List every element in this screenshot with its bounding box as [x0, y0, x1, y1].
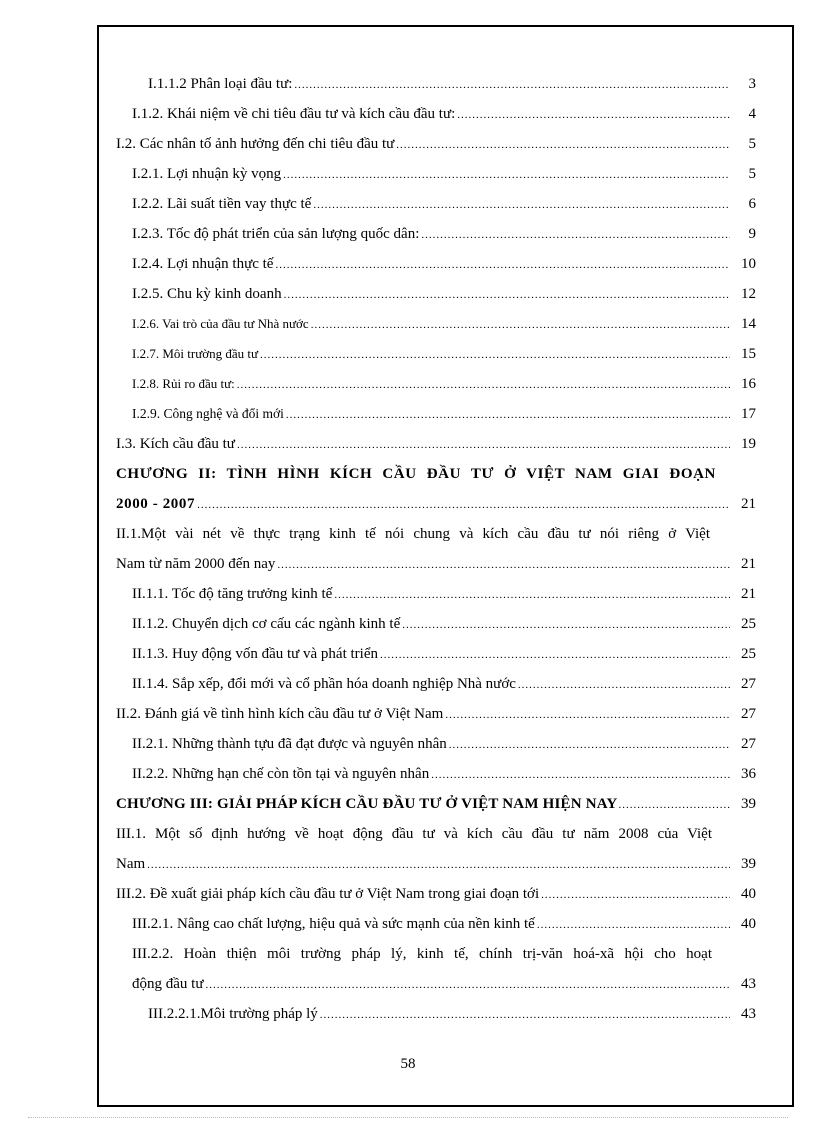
toc-page-number: 3 [748, 76, 756, 92]
page-edge-divider [28, 1117, 788, 1118]
toc-page-number: 43 [741, 976, 756, 992]
toc-page-number: 16 [741, 376, 756, 392]
toc-entry[interactable] [116, 134, 756, 154]
dot-leader [197, 495, 730, 515]
toc-page-number: 21 [741, 496, 756, 512]
dot-leader [618, 795, 731, 815]
toc-entry-label: I.2.2. Lãi suất tiền vay thực tế [132, 196, 312, 212]
toc-page-number: 27 [741, 736, 756, 752]
dot-leader [275, 255, 730, 275]
dot-leader [457, 105, 730, 125]
toc-entry[interactable] [132, 734, 756, 754]
toc-page-number: 9 [748, 226, 756, 242]
dot-leader [402, 615, 730, 635]
toc-entry-label: II.2.1. Những thành tựu đã đạt được và nguyên nhân [132, 736, 447, 752]
dot-leader [284, 285, 730, 305]
dot-leader [237, 375, 730, 395]
toc-entry[interactable] [148, 74, 756, 94]
toc-entry-label: CHƯƠNG III: GIẢI PHÁP KÍCH CẦU ĐẦU TƯ Ở VIỆT NAM HIỆN NAY [116, 796, 618, 812]
toc-entry-label: II.1.1. Tốc độ tăng trưởng kinh tế [132, 586, 333, 602]
toc-entry-label: I.2.3. Tốc độ phát triển của sản lượng quốc dân: [132, 226, 420, 242]
toc-entry[interactable] [132, 644, 756, 664]
dot-leader [205, 975, 730, 995]
toc-page-number: 5 [748, 136, 756, 152]
chapter-heading-line[interactable]: CHƯƠNG II: TÌNH HÌNH KÍCH CẦU ĐẦU TƯ Ở VIỆT NAM GIAI ĐOẠN [116, 466, 716, 482]
dot-leader [277, 555, 730, 575]
toc-entry-label: II.1.2. Chuyển dịch cơ cấu các ngành kinh tế [132, 616, 401, 632]
toc-entry-label: động đầu tư [132, 976, 204, 992]
dot-leader [294, 75, 730, 95]
toc-entry-label: Nam [116, 856, 146, 872]
toc-entry-line[interactable]: III.1. Một số định hướng về hoạt động đầu tư và kích cầu đầu tư năm 2008 của Việt [116, 826, 712, 842]
toc-entry-label: III.2.1. Nâng cao chất lượng, hiệu quả và sức mạnh của nền kinh tế [132, 916, 535, 932]
toc-entry[interactable] [116, 704, 756, 724]
dot-leader [320, 1005, 730, 1025]
page-number: 58 [400, 1056, 416, 1072]
dot-leader [313, 195, 730, 215]
toc-entry-label: III.2.2.1.Môi trường pháp lý [148, 1006, 318, 1022]
toc-entry[interactable] [132, 104, 756, 124]
toc-entry-label: II.2.2. Những hạn chế còn tồn tại và nguyên nhân [132, 766, 430, 782]
toc-page-number: 10 [741, 256, 756, 272]
toc-entry-label: I.2.9. Công nghệ và đổi mới [132, 406, 284, 421]
toc-entry[interactable] [116, 854, 756, 874]
toc-page-number: 39 [741, 856, 756, 872]
toc-entry[interactable] [132, 344, 756, 364]
toc-page-number: 27 [741, 706, 756, 722]
toc-entry[interactable] [132, 674, 756, 694]
toc-entry-label: I.1.1.2 Phân loại đầu tư: [148, 76, 293, 92]
toc-page-number: 21 [741, 556, 756, 572]
toc-entry-label: III.2. Đề xuất giải pháp kích cầu đầu tư ở Việt Nam trong giai đoạn tới [116, 886, 540, 902]
toc-page-number: 14 [741, 316, 756, 332]
toc-entry[interactable] [116, 434, 756, 454]
toc-entry-label: II.1.4. Sắp xếp, đổi mới và cổ phần hóa doanh nghiệp Nhà nước [132, 676, 516, 692]
toc-entry[interactable] [132, 314, 756, 334]
toc-page-number: 5 [748, 166, 756, 182]
dot-leader [283, 165, 730, 185]
toc-entry-label: I.2.8. Rủi ro đầu tư: [132, 376, 235, 391]
toc-entry-line[interactable]: II.1.Một vài nét về thực trạng kinh tế nói chung và kích cầu đầu tư nói riêng ở Việt [116, 526, 710, 542]
toc-entry-label: I.2.4. Lợi nhuận thực tế [132, 256, 274, 272]
dot-leader [431, 765, 730, 785]
toc-entry[interactable] [116, 494, 756, 514]
dot-leader [147, 855, 730, 875]
toc-entry-label: Nam từ năm 2000 đến nay [116, 556, 276, 572]
toc-entry-label: I.2. Các nhân tố ảnh hưởng đến chi tiêu đầu tư [116, 136, 395, 152]
toc-page-number: 15 [741, 346, 756, 362]
toc-page-number: 25 [741, 646, 756, 662]
toc-entry[interactable] [132, 164, 756, 184]
toc-entry[interactable] [116, 794, 756, 814]
dot-leader [396, 135, 730, 155]
toc-page-number: 4 [748, 106, 756, 122]
dot-leader [421, 225, 730, 245]
toc-page-number: 43 [741, 1006, 756, 1022]
toc-entry[interactable] [132, 404, 756, 424]
dot-leader [537, 915, 730, 935]
toc-page-number: 27 [741, 676, 756, 692]
dot-leader [311, 315, 730, 335]
toc-entry[interactable] [132, 614, 756, 634]
dot-leader [449, 735, 730, 755]
toc-entry-label: I.2.6. Vai trò của đầu tư Nhà nước [132, 316, 309, 331]
dot-leader [286, 405, 730, 425]
toc-entry-label: I.2.7. Môi trường đầu tư [132, 346, 259, 361]
toc-page-number: 17 [741, 406, 756, 422]
dot-leader [260, 345, 730, 365]
toc-entry-label: 2000 - 2007 [116, 496, 196, 512]
toc-page-number: 40 [741, 916, 756, 932]
toc-entry-label: I.2.1. Lợi nhuận kỳ vọng [132, 166, 282, 182]
dot-leader [237, 435, 730, 455]
toc-page-number: 25 [741, 616, 756, 632]
toc-entry[interactable] [132, 914, 756, 934]
toc-entry-label: II.1.3. Huy động vốn đầu tư và phát triển [132, 646, 378, 662]
toc-entry[interactable] [132, 584, 756, 604]
toc-page-number: 21 [741, 586, 756, 602]
toc-entry-label: II.2. Đánh giá về tình hình kích cầu đầu tư ở Việt Nam [116, 706, 444, 722]
toc-entry[interactable] [132, 224, 756, 244]
toc-page-number: 39 [741, 796, 756, 812]
toc-page-number: 40 [741, 886, 756, 902]
toc-entry[interactable] [132, 194, 756, 214]
toc-entry-label: I.2.5. Chu kỳ kinh doanh [132, 286, 282, 302]
toc-page-number: 6 [748, 196, 756, 212]
dot-leader [380, 645, 730, 665]
toc-entry[interactable] [132, 254, 756, 274]
toc-page-number: 36 [741, 766, 756, 782]
toc-entry[interactable] [116, 884, 756, 904]
toc-entry[interactable] [148, 1004, 756, 1024]
dot-leader [334, 585, 730, 605]
toc-entry-line[interactable]: III.2.2. Hoàn thiện môi trường pháp lý, kinh tế, chính trị-văn hoá-xã hội cho hoạt [132, 946, 712, 962]
toc-page-number: 19 [741, 436, 756, 452]
toc-entry[interactable] [116, 554, 756, 574]
toc-entry[interactable] [132, 284, 756, 304]
dot-leader [541, 885, 730, 905]
toc-entry-label: I.3. Kích cầu đầu tư [116, 436, 235, 452]
toc-entry-label: I.1.2. Khái niệm về chi tiêu đầu tư và kích cầu đầu tư: [132, 106, 456, 122]
dot-leader [518, 675, 730, 695]
toc-entry[interactable] [132, 974, 756, 994]
toc-page-number: 12 [741, 286, 756, 302]
toc-entry[interactable] [132, 764, 756, 784]
toc-entry[interactable] [132, 374, 756, 394]
dot-leader [445, 705, 730, 725]
